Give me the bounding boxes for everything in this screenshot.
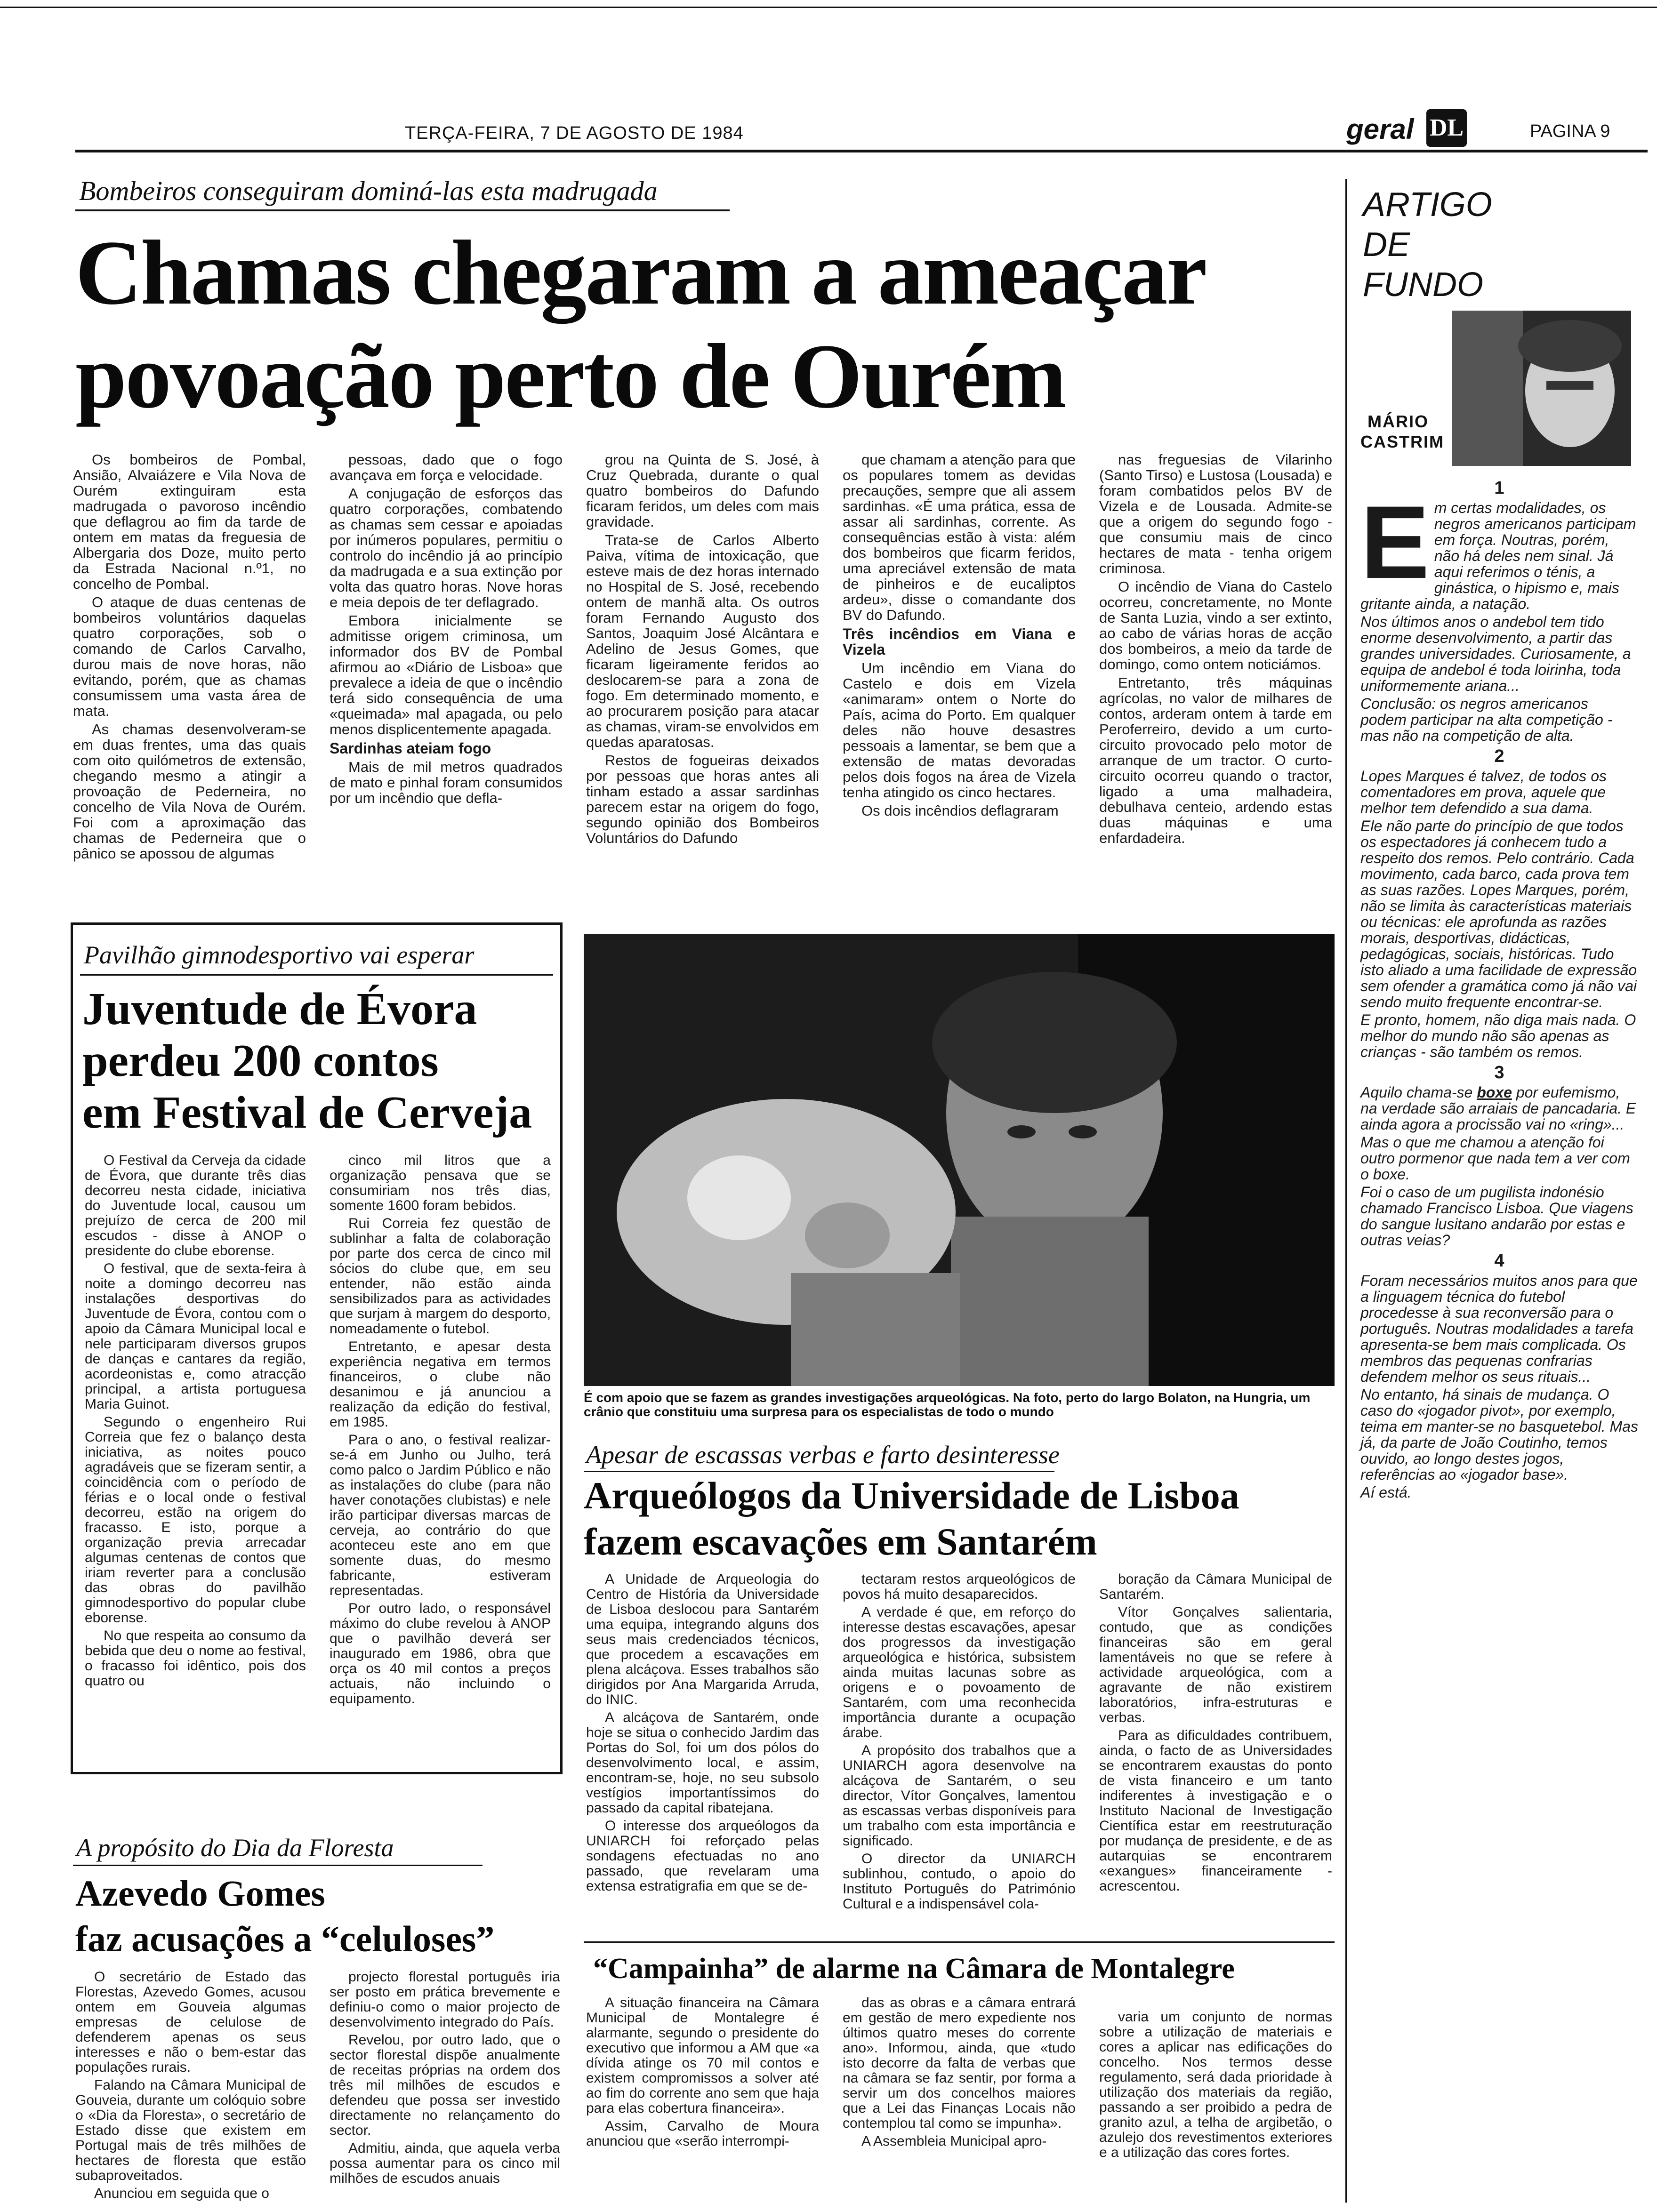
paragraph: boração da Câmara Municipal de Santarém. xyxy=(1099,1571,1332,1602)
story1-column-3 xyxy=(586,452,819,849)
paragraph: Vítor Gonçalves salientaria, contudo, que as condições financeiras são em geral lamentáveis no que se refere à actividade arqueológica, com a agravante de não existirem laboratórios, infra-estruturas e verbas. xyxy=(1099,1604,1332,1725)
artigo-divider xyxy=(1345,179,1347,2203)
story1-column-2 xyxy=(330,452,563,809)
story3-headline-line2: fazem escavações em Santarém xyxy=(584,1520,1097,1563)
paragraph: No entanto, há sinais de mudança. O caso do «jogador pivot», por exemplo, teima em manter-se no basquetebol. Mas já, da parte de João Coutinho, temos ouvido, ao longo destes jogos, referências ao «jogador base». xyxy=(1360,1386,1638,1483)
artigo-body xyxy=(1360,475,1638,1502)
paragraph: O Festival da Cerveja da cidade de Évora, que durante três dias decorreu nesta cidade, iniciativa do Juventude local, causou um prejuízo de cerca de 200 mil escudos - disse à ANOP o presidente do clube eborense. xyxy=(85,1153,306,1258)
paragraph: Segundo o engenheiro Rui Correia que fez o balanço desta iniciativa, as noites pouco agradáveis que se fizeram sentir, a coincidência com o período de férias e o local onde o festival decorreu, estão na origem do fracasso. E isto, porque a organização previa arrecadar algumas centenas de contos que iriam reverter para a conclusão das obras do pavilhão gimnodesportivo do popular clube eborense. xyxy=(85,1414,306,1626)
paragraph: cinco mil litros que a organização pensava que se consumiriam nos três dias, somente 1600 foram bebidos. xyxy=(330,1153,551,1213)
story3-headline-line1: Arqueólogos da Universidade de Lisboa xyxy=(584,1474,1239,1517)
section-number: 4 xyxy=(1494,1251,1504,1271)
paragraph: O director da UNIARCH sublinhou, contudo, o apoio do Instituto Português do Património Cultural e a indispensável cola- xyxy=(843,1851,1076,1912)
paragraph: Foram necessários muitos anos para que a linguagem técnica do futebol procedesse à sua reconversão para o português. Noutras modalidades a tarefa apresenta-se bem mais complicada. Os membros das pequenas confrarias defendem melhor os seus rituais... xyxy=(1360,1272,1638,1385)
story2-column-2 xyxy=(330,1153,551,1709)
story5-column-1 xyxy=(586,1996,819,2152)
story3-kicker-rule xyxy=(584,1471,1054,1472)
paragraph: O festival, que de sexta-feira à noite a domingo decorreu nas instalações desportivas do Juventude de Évora, contou com o apoio da Câmara Municipal local e nele participaram diversos grupos de danças e cantares da região, acordeonistas e, como atracção principal, a artista portuguesa Maria Guinot. xyxy=(85,1261,306,1412)
story2-headline-line1: Juventude de Évora xyxy=(82,984,477,1034)
story5-column-2 xyxy=(843,1996,1076,2152)
author-portrait xyxy=(1452,311,1631,466)
story4-headline-line2: faz acusações a “celuloses” xyxy=(75,1918,495,1959)
paragraph xyxy=(1360,1084,1638,1132)
story2-headline-line3: em Festival de Cerveja xyxy=(82,1087,532,1138)
emphasis: boxe xyxy=(1477,1084,1512,1101)
paragraph: nas freguesias de Vilarinho (Santo Tirso) e Lustosa (Lousada) e foram combatidos pelos BV de Vizela e de Lousada. Admite-se que a origem do segundo fogo - que consumiu mais de cinco hectares de mata - tenha origem criminosa. xyxy=(1099,451,1332,577)
paragraph: pessoas, dado que o fogo avançava em força e velocidade. xyxy=(330,451,563,483)
author-name-line1: MÁRIO xyxy=(1367,412,1429,431)
paragraph: grou na Quinta de S. José, à Cruz Quebrada, durante o qual quatro bombeiros do Dafundo ficaram feridos, um deles com mais gravidade. xyxy=(586,451,819,530)
paragraph: Admitiu, ainda, que aquela verba possa aumentar para os cinco mil milhões de escudos anuais xyxy=(330,2140,560,2186)
paragraph: O secretário de Estado das Florestas, Azevedo Gomes, acusou ontem em Gouveia algumas empresas de celulose de defenderem apenas os seus interesses e não o bem-estar das populações rurais. xyxy=(75,1969,306,2075)
story2-headline-line2: perdeu 200 contos xyxy=(82,1035,439,1086)
paragraph: Foi o caso de um pugilista indonésio chamado Francisco Lisboa. Que viagens do sangue lusitano andarão por estas e outras veias? xyxy=(1360,1184,1633,1249)
dl-logo-icon: DL xyxy=(1426,109,1467,147)
story1-column-5 xyxy=(1099,452,1332,849)
paragraph: O interesse dos arqueólogos da UNIARCH foi reforçado pelas sondagens efectuadas no ano passado, que revelaram uma extensa estratigrafia em que se de- xyxy=(586,1818,819,1894)
paragraph: A conjugação de esforços das quatro corporações, combatendo as chamas sem cessar e apoiadas por inúmeros populares, permitiu o controlo do incêndio já ao princípio da madrugada e a sua extinção por volta das quatro horas. Nove horas e meia depois de ter deflagrado. xyxy=(330,485,563,610)
photo-caption: É com apoio que se fazem as grandes investigações arqueológicas. Na foto, perto do largo Bolaton, na Hungria, um crânio que constituiu uma surpresa para os especialistas de todo o mundo xyxy=(584,1390,1311,1419)
paragraph: Os dois incêndios deflagraram xyxy=(861,802,1059,819)
masthead-rule xyxy=(75,150,1648,152)
paragraph: O ataque de duas centenas de bombeiros voluntários daquelas quatro corporações, sob o comando de Carlos Carvalho, durou mais de nove horas, não evitando, porém, que as chamas consumissem uma vasta área de mata. xyxy=(73,594,306,719)
story4-column-2 xyxy=(330,1970,560,2189)
section-number: 1 xyxy=(1494,478,1504,498)
paragraph: Para o ano, o festival realizar-se-á em Junho ou Julho, terá como palco o Jardim Público e não as instalações do clube (para não haver conotações clubistas) e nele irão participar diversas marcas de cerveja, ao contrário do que aconteceu este ano em que somente duas, do mesmo fabricante, estiveram representadas. xyxy=(330,1432,551,1598)
paragraph: O incêndio de Viana do Castelo ocorreu, concretamente, no Monte de Santa Luzia, vindo a ser extinto, ao cabo de várias horas de acção dos bombeiros, a meio da tarde de domingo, como ontem noticiámos. xyxy=(1099,578,1332,673)
story3-column-1 xyxy=(586,1572,819,1897)
artigo-title-line3: FUNDO xyxy=(1363,266,1483,304)
paragraph: Lopes Marques é talvez, de todos os comentadores em prova, aquele que melhor tem defendido a sua dama. xyxy=(1360,768,1607,817)
subheading: Três incêndios em Viana e Vizela xyxy=(843,625,1076,658)
archaeology-photo xyxy=(584,934,1335,1386)
paragraph: As chamas desenvolveram-se em duas frentes, uma das quais com oito quilómetros de extensão, chegando mesmo a atingir a provoação de Pederneira, no concelho de Vila Nova de Ourém. Foi com a aproximação das chamas de Pederneira que o pânico se apossou de algumas xyxy=(73,721,306,862)
paragraph: das as obras e a câmara entrará em gestão de mero expediente nos últimos quatro meses do corrente ano». Informou, ainda, que «tudo isto decorre da falta de verbas que na câmara se faz sentir, por forma a servir um dos concelhos maiores que a Lei das Finanças Locais não contemplou tal como se impunha». xyxy=(843,1995,1076,2131)
paragraph-text: por eufemismo, na verdade são arraiais de pancadaria. E ainda agora a procissão vai no «ring»... xyxy=(1360,1084,1636,1133)
story2-column-1 xyxy=(85,1153,306,1691)
paragraph: Trata-se de Carlos Alberto Paiva, vítima de intoxicação, que esteve mais de dez horas internado no Hospital de S. José, recebendo ontem de manhã alta. Os outros foram Fernando Augusto dos Santos, Joaquim José Alcântara e Adelino de Jesus Gomes, que ficaram ligeiramente feridos ao deslocarem-se para a zona de fogo. Em determinado momento, e ao procurarem posição para atacar as chamas, viram-se envolvidos em quedas aparatosas. xyxy=(586,532,819,750)
photo-illustration xyxy=(584,934,1335,1386)
paragraph: A Assembleia Municipal apro- xyxy=(861,2133,1047,2149)
top-rule xyxy=(0,7,1657,8)
paragraph: Por outro lado, o responsável máximo do clube revelou à ANOP que o pavilhão deverá ser inaugurado em 1986, obra que orça os 40 mil contos a preços actuais, não incluindo o equipamento. xyxy=(330,1601,551,1707)
story1-kicker-rule xyxy=(75,209,730,211)
paragraph: A situação financeira na Câmara Municipal de Montalegre é alarmante, segundo o presidente do executivo que informou a AM que «a dívida atinge os 70 mil contos e existem compromissos a solver até ao fim do corrente ano sem que haja para elas cobertura financeira». xyxy=(586,1995,819,2116)
paragraph: Anunciou em seguida que o xyxy=(94,2186,269,2201)
paragraph-text: Aquilo chama-se xyxy=(1360,1084,1477,1101)
story4-headline-line1: Azevedo Gomes xyxy=(75,1873,325,1914)
story1-headline-line1: Chamas chegaram a ameaçar xyxy=(75,222,1206,324)
story5-top-rule xyxy=(584,1941,1335,1943)
story4-kicker-rule xyxy=(73,1865,483,1866)
story5-headline: “Campainha” de alarme na Câmara de Montalegre xyxy=(593,1953,1235,1985)
paragraph: No que respeita ao consumo da bebida que deu o nome ao festival, o fracasso foi idêntico, pois dos quatro ou xyxy=(85,1628,306,1689)
story1-column-4 xyxy=(843,452,1076,821)
paragraph-text: m certas modalidades, os negros americanos participam em força. Noutras, porém, não há deles nem sinal. Já aqui referimos o ténis, a ginástica, o hipismo e, mais gritante ainda, a natação. xyxy=(1360,499,1636,612)
portrait-illustration xyxy=(1452,311,1631,466)
paragraph: Nos últimos anos o andebol tem tido enorme desenvolvimento, a partir das grandes universidades. Curiosamente, a equipa de andebol é toda loirinha, toda uniformemente ariana... xyxy=(1360,613,1631,694)
paragraph: Os bombeiros de Pombal, Ansião, Alvaiázere e Vila Nova de Ourém extinguiram esta madrugada o pavoroso incêndio que deflagrou ao fim da tarde de ontem em matas da freguesia de Albergaria dos Doze, muito perto da Estrada Nacional n.º1, no concelho de Pombal. xyxy=(73,451,306,592)
paragraph: A Unidade de Arqueologia do Centro de História da Universidade de Lisboa deslocou para Santarém uma equipa, integrando alguns dos seus mais credenciados técnicos, que procedem a escavações em plena alcáçova. Esses trabalhos são dirigidos por Ana Margarida Arruda, do INIC. xyxy=(586,1571,819,1707)
drop-cap: E xyxy=(1360,484,1430,600)
paragraph xyxy=(1360,484,1638,612)
story1-kicker: Bombeiros conseguiram dominá-las esta madrugada xyxy=(79,176,658,206)
story2-kicker-rule xyxy=(80,974,553,976)
paragraph: Um incêndio em Viana do Castelo e dois em Vizela «animaram» ontem o Norte do País, acima do Porto. Em qualquer deles não houve desastres pessoais a lamentar, se bem que a extensão de matas devoradas pelos dois fogos na área de Vizela tenha atingido os cinco hectares. xyxy=(843,660,1076,801)
author-name-line2: CASTRIM xyxy=(1360,432,1444,451)
story2-kicker: Pavilhão gimnodesportivo vai esperar xyxy=(84,941,475,969)
paragraph: A alcáçova de Santarém, onde hoje se situa o conhecido Jardim das Portas do Sol, foi um dos pólos do desenvolvimento local, e assim, encontram-se, hoje, no seu subsolo vestígios importantíssimos do passado da capital ribatejana. xyxy=(586,1710,819,1816)
section-number: 2 xyxy=(1494,746,1504,766)
paragraph: Falando na Câmara Municipal de Gouveia, durante um colóquio sobre o «Dia da Floresta», o secretário de Estado disse que existem em Portugal mais de três milhões de hectares de floresta que estão subaproveitados. xyxy=(75,2077,306,2183)
paragraph: Entretanto, e apesar desta experiência negativa em termos financeiros, o clube não desanimou e já anunciou a realização da edição do festival, em 1985. xyxy=(330,1339,551,1430)
paragraph: A propósito dos trabalhos que a UNIARCH agora desenvolve na alcáçova de Santarém, o seu director, Vítor Gonçalves, lamentou as escassas verbas disponíveis para um trabalho com esta importância e significado. xyxy=(843,1743,1076,1849)
section-label: geral xyxy=(1346,113,1414,145)
story3-kicker: Apesar de escassas verbas e farto desinteresse xyxy=(586,1441,1060,1469)
paragraph: Entretanto, três máquinas agrícolas, no valor de milhares de contos, arderam ontem à tarde em Peroferreiro, devido a um curto-circuito provocado pelo motor de arranque de um tractor. O curto-circuito ocorreu quando o tractor, ligado a uma malhadeira, debulhava centeio, ardendo estas duas máquinas e uma enfardadeira. xyxy=(1099,674,1332,846)
paragraph: E pronto, homem, não diga mais nada. O melhor do mundo não são apenas as crianças - são também os remos. xyxy=(1360,1011,1636,1060)
paragraph: Conclusão: os negros americanos podem participar na alta competição - mas não na competição de alta. xyxy=(1360,695,1613,744)
story1-headline-line2: povoação perto de Ourém xyxy=(75,325,1065,427)
paragraph: tectaram restos arqueológicos de povos há muito desaparecidos. xyxy=(843,1571,1076,1602)
section-number: 3 xyxy=(1494,1063,1504,1082)
paragraph: varia um conjunto de normas sobre a utilização de materiais e cores a aplicar nas edificações do concelho. Nos termos desse regulamento, será dada prioridade à utilização dos materiais da região, passando a ser proibido a pedra de granito azul, a telha de argibetão, o azulejo dos revestimentos exteriores e a utilização das cores fortes. xyxy=(1099,2009,1332,2160)
page-date: TERÇA-FEIRA, 7 DE AGOSTO DE 1984 xyxy=(405,123,744,143)
artigo-title-line2: DE xyxy=(1363,226,1410,264)
paragraph: A verdade é que, em reforço do interesse destas escavações, apesar dos progressos da investigação arqueológica e histórica, subsistem ainda muitas lacunas sobre as origens e o povoamento de Santarém, com uma reconhecida importância durante a ocupação árabe. xyxy=(843,1604,1076,1740)
paragraph: Embora inicialmente se admitisse origem criminosa, um informador dos BV de Pombal afirmou ao «Diário de Lisboa» que prevalece a ideia de que o incêndio terá sido consequência de uma «queimada» mal apagada, ou pelo menos displicentemente apagada. xyxy=(330,612,563,737)
artigo-title-line1: ARTIGO xyxy=(1363,186,1492,224)
paragraph: Restos de fogueiras deixados por pessoas que horas antes ali tinham estado a assar sardinhas parecem estar na origem do fogo, segundo opinião dos Bombeiros Voluntários do Dafundo xyxy=(586,752,819,846)
paragraph: Mais de mil metros quadrados de mato e pinhal foram consumidos por um incêndio que defla- xyxy=(330,759,563,806)
subheading: Sardinhas ateiam fogo xyxy=(330,740,491,757)
paragraph: Mas o que me chamou a atenção foi outro pormenor que nada tem a ver com o boxe. xyxy=(1360,1134,1630,1183)
story4-column-1 xyxy=(75,1970,306,2204)
paragraph: Aí está. xyxy=(1360,1484,1412,1501)
paragraph: Ele não parte do princípio de que todos os espectadores já conhecem tudo a respeito dos remos. Pelo contrário. Cada movimento, cada barco, cada prova tem as suas razões. Lopes Marques, porém, não se limita às características materiais ou técnicas: ele aprofunda as razões morais, desportivas, didácticas, pedagógicas, sociais, históricas. Tudo isto aliado a uma facilidade de expressão sem ofender a gramática como já não vai sendo muito frequente encontrar-se. xyxy=(1360,817,1637,1010)
paragraph: projecto florestal português iria ser posto em prática brevemente e definiu-o como o maior projecto de desenvolvimento integrado do País. xyxy=(330,1969,560,2030)
story4-kicker: A propósito do Dia da Floresta xyxy=(76,1834,394,1862)
story3-column-2 xyxy=(843,1572,1076,1915)
story1-column-1 xyxy=(73,452,306,864)
story5-column-3 xyxy=(1099,2010,1332,2163)
paragraph: que chamam a atenção para que os populares tomem as devidas precauções, sempre que ali assem sardinhas. «É uma prática, essa de assar ali sardinhas, corrente. As consequências estão à vista: além dos bombeiros que ficarm feridos, uma apreciável extensão de mata de pinheiros e de eucaliptos ardeu», disse o comandante dos BV do Dafundo. xyxy=(843,451,1076,623)
story3-column-3 xyxy=(1099,1572,1332,1897)
paragraph: Assim, Carvalho de Moura anunciou que «serão interrompi- xyxy=(586,2118,819,2149)
paragraph: Para as dificuldades contribuem, ainda, o facto de as Universidades se encontrarem exaustas do ponto de vista financeiro e um tanto indiferentes à investigação e o Instituto Nacional de Investigação Científica estar em reestruturação por mudança de presidente, e de as autarquias se encontrarem «exangues» financeiramente - acrescentou. xyxy=(1099,1728,1332,1894)
paragraph: Revelou, por outro lado, que o sector florestal dispõe anualmente de receitas próprias na ordem dos três mil milhões de escudos e defendeu que possa ser investido directamente no relançamento do sector. xyxy=(330,2032,560,2138)
page-number: PAGINA 9 xyxy=(1530,121,1610,141)
paragraph: Rui Correia fez questão de sublinhar a falta de colaboração por parte dos cerca de cinco mil sócios do clube que, em seu entender, não estão ainda sensibilizados para as actividades que surjam à margem do desporto, nomeadamente o futebol. xyxy=(330,1216,551,1337)
